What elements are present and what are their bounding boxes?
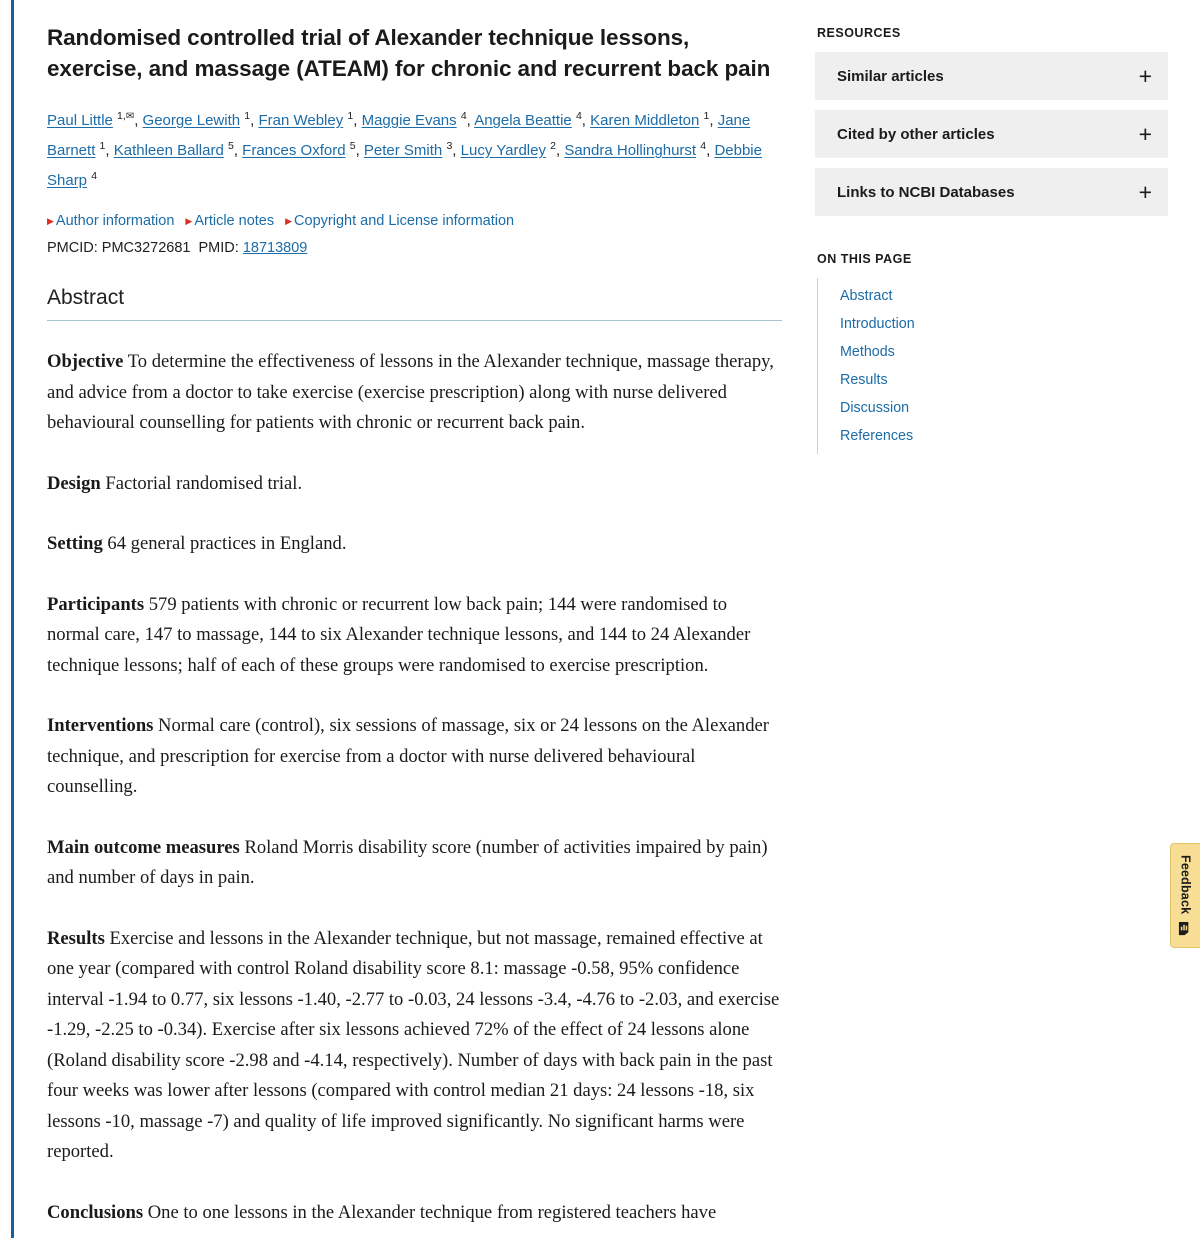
author-affiliation-marker: 4 [460,110,467,122]
author-affiliation-marker: 2 [550,140,556,152]
triangle-right-icon: ▶ [47,216,54,226]
author-affiliation-marker: 4 [91,170,98,182]
abstract-paragraph [47,469,782,500]
author-link[interactable]: Paul Little [47,112,113,129]
resource-accordion-item[interactable] [815,110,1168,158]
author-list: Paul Little $^{1,✉}$, George Lewith $^1$, Fran Webley $^1$, Maggie Evans $^4$, Angela Beattie $^4$, Karen Middleton $^1$, Jane Barnett $^1$, Kathleen Ballard $^5$, Frances Oxford $^5$, Peter Smith $^3$, Lucy Yardley $^2$, Sandra Hollinghurst $^4$, Debbie Sharp $^4$ [47,110,762,189]
sidebar-column [800,0,1200,1238]
article-meta-links [47,210,782,233]
author-affiliation-marker: 1 [347,110,354,122]
abstract-body [47,347,782,1228]
abstract-section-text: To determine the effectiveness of lessons in the Alexander technique, massage therapy, and advice from a doctor to take exercise (exercise prescription) along with nurse delivered behavioural counselling for patients with chronic or recurrent back pain. [47,351,774,433]
abstract-paragraph [47,924,782,1168]
author-affiliation-marker: 5 [349,140,356,152]
author-link[interactable]: Karen Middleton [590,112,700,129]
meta-link-label: Copyright and License information [294,213,515,229]
meta-link[interactable] [47,213,174,229]
author-link[interactable]: Frances Oxford [242,142,346,159]
pmid-link[interactable]: 18713809 [242,240,308,256]
triangle-right-icon: ▶ [285,216,293,226]
plus-icon[interactable]: + [1138,120,1152,147]
author-link[interactable]: Kathleen Ballard [113,142,224,159]
abstract-section-text: Factorial randomised trial. [100,472,303,494]
resource-accordion-item[interactable] [815,52,1168,100]
author-affiliation-marker: 1 [703,110,710,122]
abstract-section-text: Normal care (control), six sessions of massage, six or 24 lessons on the Alexander technique, and prescription for exercise from a doctor with nurse delivered behavioural counselling. [47,715,769,797]
abstract-section-text: Exercise and lessons in the Alexander technique, but not massage, remained effective at one year (compared with control Roland disability score 8.1: massage -0.58, 95% confidence interval -1.94 to 0.77, six lessons -1.40, -2.77 to -0.03, 24 lessons -3.4, -4.76 to -2.03, and exercise -1.29, -2.25 to -0.34). Exercise after six lessons achieved 72% of the effect of 24 lessons alone (Roland disability score -2.98 and -4.14, respectively). Number of days with back pain in the past four weeks was lower after lessons (compared with control median 21 days: 24 lessons -18, six lessons -10, massage -7) and quality of life improved significantly. No significant harms were reported. [47,927,780,1162]
author-link[interactable]: Maggie Evans [361,112,457,129]
author-link[interactable]: Debbie Sharp [47,142,762,189]
author-link[interactable]: George Lewith [142,112,241,129]
page-title: Randomised controlled trial of Alexander technique lessons, exercise, and massage (ATEAM) for chronic and recurrent back pain [47,25,771,81]
envelope-icon[interactable]: ✉ [125,111,135,122]
article-identifiers [47,240,782,256]
abstract-paragraph [47,1198,782,1229]
author-affiliation-marker: 1 [244,110,251,122]
resource-title: Cited by other articles [837,125,995,143]
pmcid-value: PMC3272681 [101,240,191,256]
abstract-section-label: Design [47,472,101,494]
abstract-paragraph [47,833,782,894]
on-this-page-section [815,252,1168,454]
meta-link[interactable] [185,213,274,229]
pmcid-label: PMCID: [47,240,98,256]
abstract-paragraph [47,590,782,682]
abstract-section-text: One to one lessons in the Alexander technique from registered teachers have [143,1201,717,1223]
meta-link[interactable] [285,213,514,229]
author-affiliation-marker: 4 [575,110,582,122]
resource-title: Links to NCBI Databases [837,183,1015,201]
abstract-section-text: 579 patients with chronic or recurrent low back pain; 144 were randomised to normal care, 147 to massage, 144 to six Alexander technique lessons, and 144 to 24 Alexander technique lessons; half of each of these groups were randomised to exercise prescription. [47,593,751,676]
on-this-page-link-introduction[interactable]: Introduction [840,316,915,332]
author-link[interactable]: Sandra Hollinghurst [564,142,697,159]
resources-label: RESOURCES [817,26,901,40]
pmid-label: PMID: [198,240,239,256]
plus-icon[interactable]: + [1138,178,1152,205]
resource-accordion-item[interactable] [815,168,1168,216]
abstract-paragraph [47,347,782,439]
resource-title: Similar articles [837,67,944,85]
abstract-section-label: Participants [47,593,145,615]
triangle-right-icon: ▶ [185,216,193,226]
on-this-page-label: ON THIS PAGE [817,252,912,266]
abstract-section-text: Roland Morris disability score (number of activities impaired by pain) and number of days in pain. [47,836,768,888]
abstract-section-label: Results [47,927,105,949]
resources-list [815,52,1168,216]
on-this-page-link-results[interactable]: Results [840,372,888,388]
author-link[interactable]: Angela Beattie [474,112,572,129]
author-affiliation-marker: 4 [700,140,707,152]
abstract-section-label: Main outcome measures [47,836,240,858]
abstract-section-label: Conclusions [47,1201,144,1223]
on-this-page-nav [817,278,1168,454]
meta-link-label: Author information [55,213,175,229]
author-link[interactable]: Lucy Yardley [460,142,546,159]
plus-icon[interactable]: + [1138,62,1152,89]
on-this-page-link-discussion[interactable]: Discussion [840,400,910,416]
author-affiliation-marker: 3 [446,140,453,152]
meta-link-label: Article notes [194,213,275,229]
feedback-tab[interactable] [1170,843,1200,948]
author-link[interactable]: Peter Smith [363,142,443,159]
abstract-section-label: Interventions [47,715,154,736]
feedback-label: Feedback [1178,855,1193,915]
author-link[interactable]: Fran Webley [258,112,344,129]
abstract-paragraph [47,529,782,560]
author-affiliation-marker: 1 [99,140,106,152]
on-this-page-link-abstract[interactable]: Abstract [840,288,893,304]
abstract-section-text: 64 general practices in England. [102,533,347,554]
abstract-paragraph [47,711,782,803]
abstract-section-label: Setting [47,533,103,554]
author-affiliation-marker: 5 [227,140,234,152]
abstract-section-label: Objective [47,351,124,372]
chart-icon [1178,921,1193,936]
author-affiliation-marker: 1,✉ [117,110,135,122]
on-this-page-link-methods[interactable]: Methods [840,344,895,360]
author-link[interactable]: Jane Barnett [47,112,751,159]
on-this-page-link-references[interactable]: References [840,428,914,444]
abstract-heading: Abstract [47,286,782,321]
